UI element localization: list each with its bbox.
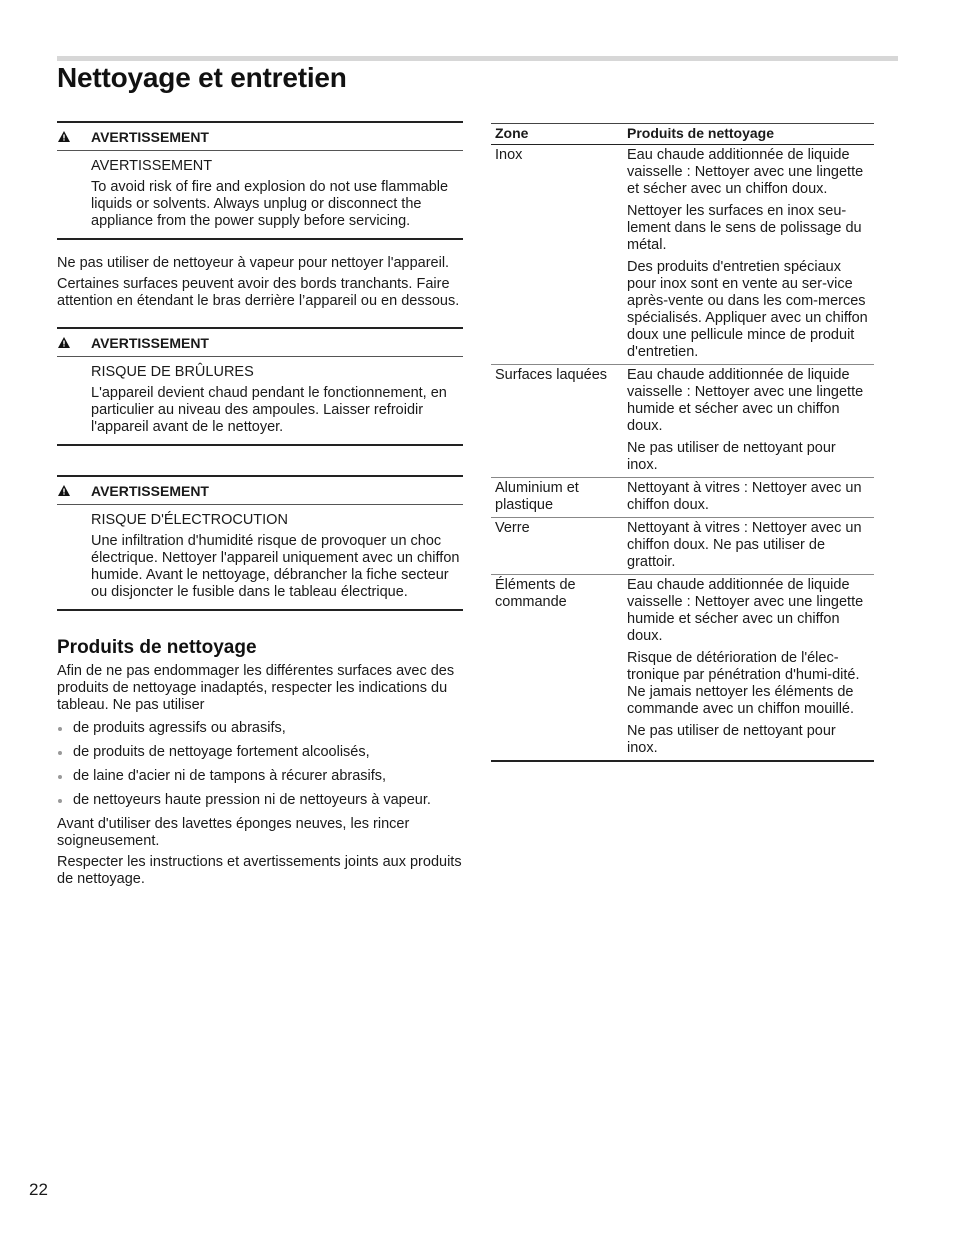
sharp-edges-note: Certaines surfaces peuvent avoir des bords tranchants. Faire attention en étendant le bras derrière l’appareil ou en dessous.: [57, 276, 460, 309]
warning-header: [57, 329, 463, 357]
zone-cell: Verre: [491, 518, 623, 575]
table-header-row: [491, 124, 874, 145]
warning-title: AVERTISSEMENT: [91, 128, 209, 145]
list-item: de produits agressifs ou abrasifs,: [57, 720, 463, 737]
table-row: [491, 145, 874, 365]
section-heading: Produits de nettoyage: [57, 637, 257, 658]
product-text: Eau chaude additionnée de liquide vaisselle : Nettoyer avec une lingette humide et sécher avec un chiffon doux.: [627, 367, 864, 434]
steam-cleaner-note: Ne pas utiliser de nettoyeur à vapeur pour nettoyer l'appareil.: [57, 255, 450, 271]
left-column: [57, 121, 463, 888]
bullet-list: [57, 720, 463, 809]
warning-box-burns: [57, 327, 463, 446]
warning-subtitle: RISQUE DE BRÛLURES: [91, 364, 254, 380]
product-text: Des produits d'entretien spéciaux pour inox sont en vente au ser-vice après-vente ou dans les com-merces spécialisés. Appliquer avec un chiffon doux une pellicule mince de produit d'entretien.: [627, 259, 868, 360]
products-cell: [623, 518, 874, 575]
zone-cell: Surfaces laquées: [491, 365, 623, 478]
sponge-note: Avant d'utiliser des lavettes éponges neuves, les rincer soigneusement.: [57, 816, 410, 849]
product-text: Eau chaude additionnée de liquide vaisselle : Nettoyer avec une lingette humide et sécher avec un chiffon doux.: [627, 577, 864, 644]
right-column: [491, 123, 874, 762]
product-text: Nettoyer les surfaces en inox seu-lement dans le sens de polissage du métal.: [627, 203, 862, 253]
warning-text: To avoid risk of fire and explosion do not use flammable liquids or solvents. Always unplug or disconnect the appliance from the power supply before servicing.: [91, 179, 449, 229]
product-text: Ne pas utiliser de nettoyant pour inox.: [627, 440, 836, 473]
table-row: [491, 478, 874, 518]
table-row: [491, 365, 874, 478]
list-item: de nettoyeurs haute pression ni de nettoyeurs à vapeur.: [57, 792, 463, 809]
warning-triangle-icon: [58, 337, 72, 348]
warning-box-electrocution: [57, 475, 463, 611]
warning-body: [91, 505, 463, 609]
warning-subtitle: AVERTISSEMENT: [91, 158, 213, 174]
warning-title: AVERTISSEMENT: [91, 334, 209, 351]
table-row: [491, 575, 874, 762]
product-text: Risque de détérioration de l'élec-tronique par pénétration d'humi-dité. Ne jamais nettoyer les éléments de commande avec un chiffon mouillé.: [627, 650, 860, 717]
table-row: [491, 518, 874, 575]
warning-body: [91, 357, 463, 444]
warning-text: L'appareil devient chaud pendant le fonctionnement, en particulier au niveau des ampoules. Laisser refroidir l'appareil avant de le nettoyer.: [91, 385, 447, 435]
page-title: Nettoyage et entretien: [57, 62, 347, 93]
products-cell: [623, 575, 874, 762]
page-number: 22: [29, 1180, 48, 1199]
product-text: Nettoyant à vitres : Nettoyer avec un chiffon doux.: [627, 480, 862, 513]
product-text: Nettoyant à vitres : Nettoyer avec un chiffon doux. Ne pas utiliser de grattoir.: [627, 520, 862, 570]
warning-box-fire: [57, 121, 463, 240]
warning-triangle-icon: [58, 485, 72, 496]
product-text: Ne pas utiliser de nettoyant pour inox.: [627, 723, 836, 756]
instructions-note: Respecter les instructions et avertissements joints aux produits de nettoyage.: [57, 854, 462, 887]
products-cell: [623, 365, 874, 478]
section-intro: Afin de ne pas endommager les différentes surfaces avec des produits de nettoyage inadaptés, respecter les indications du tableau. Ne pas utiliser: [57, 663, 455, 713]
header-zone: Zone: [491, 124, 623, 145]
top-rule: [57, 56, 898, 61]
zone-cell: Éléments de commande: [491, 575, 623, 762]
warning-title: AVERTISSEMENT: [91, 482, 209, 499]
products-cell: [623, 478, 874, 518]
warning-body: [91, 151, 463, 238]
header-products: Produits de nettoyage: [623, 124, 874, 145]
warning-triangle-icon: [58, 131, 72, 142]
zone-cell: Inox: [491, 145, 623, 365]
zone-cell: Aluminium et plastique: [491, 478, 623, 518]
products-cell: [623, 145, 874, 365]
warning-header: [57, 123, 463, 151]
product-text: Eau chaude additionnée de liquide vaisselle : Nettoyer avec une lingette et sécher avec un chiffon doux.: [627, 147, 864, 197]
warning-text: Une infiltration d'humidité risque de provoquer un choc électrique. Nettoyer l'appareil uniquement avec un chiffon humide. Avant le nettoyage, débrancher la fiche secteur ou disjoncter le fusible dans le tableau électrique.: [91, 533, 460, 600]
warning-header: [57, 477, 463, 505]
cleaning-table: [491, 123, 874, 762]
list-item: de produits de nettoyage fortement alcoolisés,: [57, 744, 463, 761]
warning-subtitle: RISQUE D'ÉLECTROCUTION: [91, 512, 288, 528]
list-item: de laine d'acier ni de tampons à récurer abrasifs,: [57, 768, 463, 785]
